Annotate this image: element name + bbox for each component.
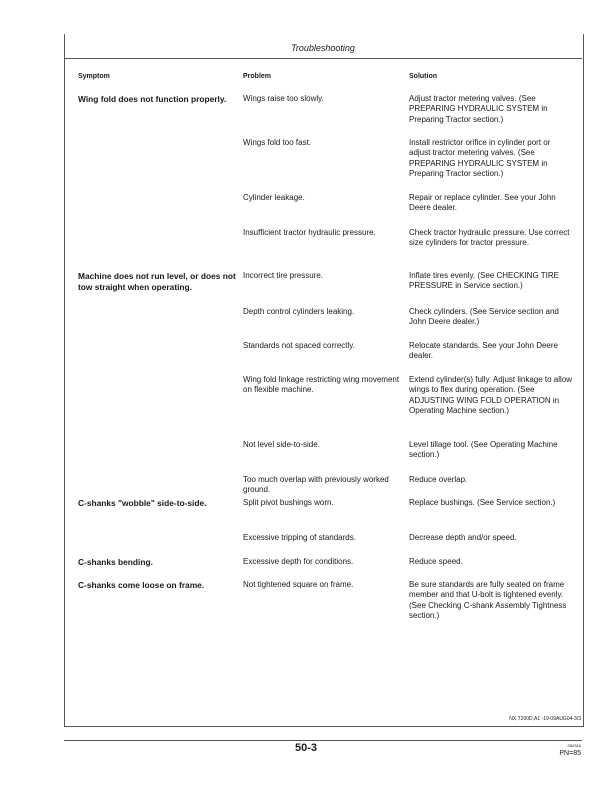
document-reference: NX,T200D,A1 -19-09AUG04-3/3 bbox=[509, 716, 581, 722]
symptom-cell: C-shanks bending. bbox=[78, 557, 153, 567]
problem-cell: Not tightened square on frame. bbox=[243, 580, 354, 589]
solution-cell: Reduce speed. bbox=[409, 557, 463, 566]
symptom-cell: C-shanks "wobble" side-to-side. bbox=[78, 498, 207, 508]
footer-divider bbox=[64, 740, 582, 741]
problem-cell: Depth control cylinders leaking. bbox=[243, 307, 355, 316]
solution-cell: Reduce overlap. bbox=[409, 475, 468, 484]
solution-cell: Replace bushings. (See Service section.) bbox=[409, 498, 556, 507]
header-divider bbox=[64, 58, 582, 59]
problem-cell: Cylinder leakage. bbox=[243, 193, 305, 202]
solution-cell: Check cylinders. (See Service section and John Deere dealer.) bbox=[409, 307, 559, 327]
column-header-problem: Problem bbox=[243, 73, 272, 80]
footer-code: 050316 bbox=[567, 743, 581, 748]
solution-cell: Adjust tractor metering valves. (See PREPARING HYDRAULIC SYSTEM in Preparing Tractor section.) bbox=[409, 94, 548, 124]
problem-cell: Not level side-to-side. bbox=[243, 440, 320, 449]
solution-cell: Repair or replace cylinder. See your John Deere dealer. bbox=[409, 193, 556, 213]
problem-cell: Wing fold linkage restricting wing movement on flexible machine. bbox=[243, 375, 400, 395]
solution-cell: Decrease depth and/or speed. bbox=[409, 533, 517, 542]
problem-cell: Standards not spaced correctly. bbox=[243, 341, 355, 350]
symptom-cell: C-shanks come loose on frame. bbox=[78, 580, 205, 590]
solution-cell: Install restrictor orifice in cylinder port or adjust tractor metering valves. (See PREPARING HYDRAULIC SYSTEM in Preparing Tractor section.) bbox=[409, 138, 551, 179]
problem-cell: Excessive depth for conditions. bbox=[243, 557, 354, 566]
problem-cell: Wings raise too slowly. bbox=[243, 94, 324, 103]
solution-cell: Inflate tires evenly. (See CHECKING TIRE PRESSURE in Service section.) bbox=[409, 271, 559, 291]
problem-cell: Wings fold too fast. bbox=[243, 138, 312, 147]
solution-cell: Extend cylinder(s) fully. Adjust linkage to allow wings to flex during operation. (See ADJUSTING WING FOLD OPERATION in Operating Machine section.) bbox=[409, 375, 573, 416]
solution-cell: Be sure standards are fully seated on frame member and that U-bolt is tightened evenly. (See Checking C-shank Assembly Tightness section.) bbox=[409, 580, 567, 621]
symptom-cell: Machine does not run level, or does not tow straight when operating. bbox=[78, 271, 236, 292]
page-sequence-number: PN=85 bbox=[559, 750, 581, 757]
page-header-title: Troubleshooting bbox=[291, 43, 355, 53]
problem-cell: Split pivot bushings worn. bbox=[243, 498, 334, 507]
solution-cell: Relocate standards. See your John Deere dealer. bbox=[409, 341, 558, 361]
problem-cell: Too much overlap with previously worked ground. bbox=[243, 475, 389, 495]
page-number: 50-3 bbox=[294, 742, 318, 754]
problem-cell: Incorrect tire pressure. bbox=[243, 271, 324, 280]
column-header-symptom: Symptom bbox=[78, 73, 110, 80]
solution-cell: Level tillage tool. (See Operating Machine section.) bbox=[409, 440, 558, 460]
problem-cell: Excessive tripping of standards. bbox=[243, 533, 356, 542]
symptom-cell: Wing fold does not function properly. bbox=[78, 94, 227, 104]
column-header-solution: Solution bbox=[409, 73, 437, 80]
problem-cell: Insufficient tractor hydraulic pressure. bbox=[243, 228, 376, 237]
solution-cell: Check tractor hydraulic pressure. Use correct size cylinders for tractor pressure. bbox=[409, 228, 570, 248]
